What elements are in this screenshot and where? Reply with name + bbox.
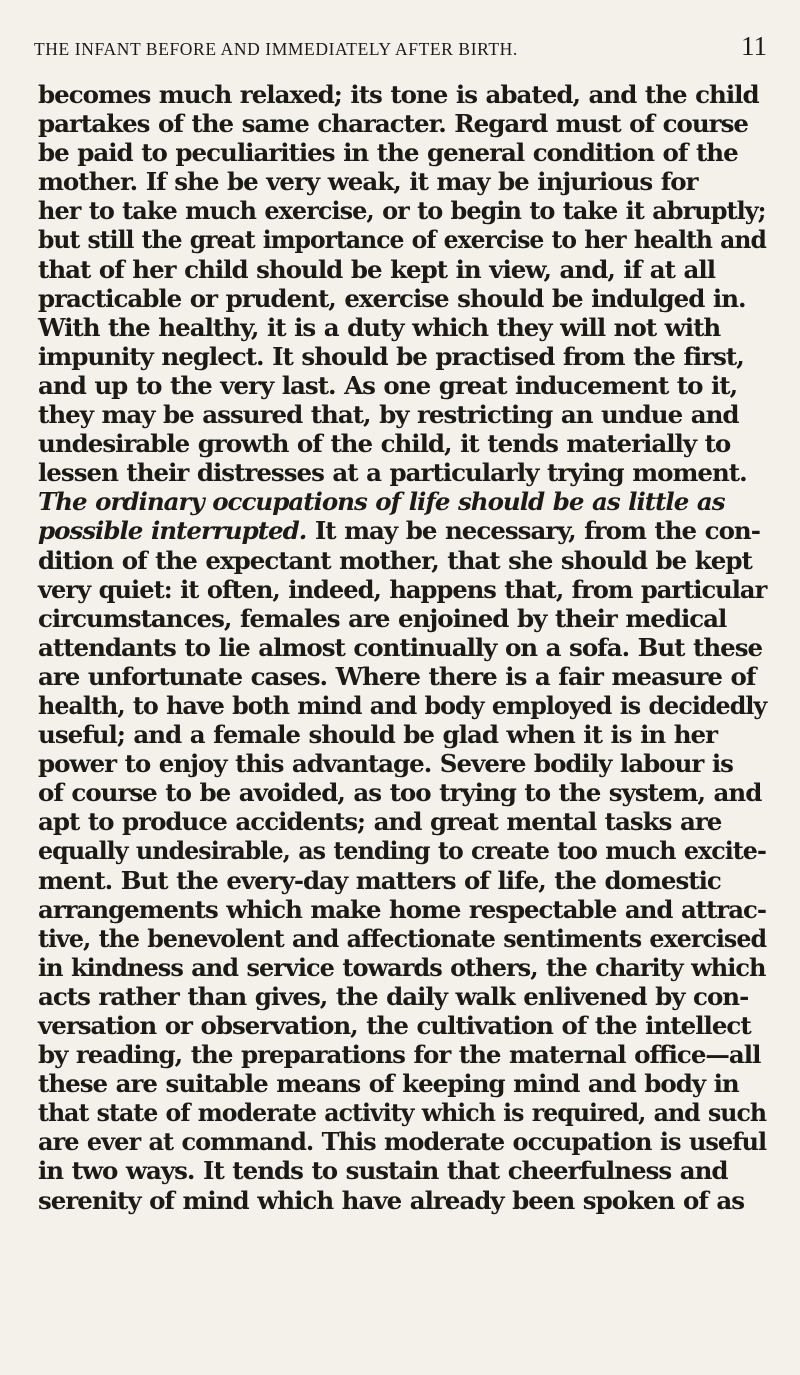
text-line: they may be assured that, by restricting an undue and bbox=[38, 400, 739, 430]
text-line: mother. If she be very weak, it may be injurious for bbox=[38, 167, 698, 197]
text-line: undesirable growth of the child, it tends materially to bbox=[38, 429, 731, 459]
running-head bbox=[34, 30, 767, 60]
body-text bbox=[38, 80, 766, 1215]
text-line: ment. But the every-day matters of life, the domestic bbox=[38, 865, 721, 895]
text-line: that state of moderate activity which is required, and such bbox=[38, 1098, 767, 1128]
text-line: lessen their distresses at a particularly trying moment. bbox=[38, 458, 747, 488]
text-line: partakes of the same character. Regard must of course bbox=[38, 109, 748, 139]
text-line: tive, the benevolent and affectionate sentiments exercised bbox=[38, 923, 767, 953]
text-line: are unfortunate cases. Where there is a fair measure of bbox=[38, 661, 756, 691]
text-line: are ever at command. This moderate occupation is useful bbox=[38, 1127, 767, 1157]
text-line: power to enjoy this advantage. Severe bodily labour is bbox=[38, 749, 733, 779]
text-line: dition of the expectant mother, that she should be kept bbox=[38, 545, 752, 575]
italic-text-line: The ordinary occupations of life should be as little as bbox=[38, 487, 725, 517]
text-line: attendants to lie almost continually on a sofa. But these bbox=[38, 632, 763, 662]
text-line: her to take much exercise, or to begin to take it abruptly; bbox=[38, 196, 766, 226]
text-line: impunity neglect. It should be practised from the first, bbox=[38, 341, 744, 371]
text-line: health, to have both mind and body employed is decidedly bbox=[38, 690, 767, 720]
page-number: 11 bbox=[741, 31, 767, 61]
text-line: apt to produce accidents; and great mental tasks are bbox=[38, 807, 722, 837]
text-line: versation or observation, the cultivation of the intellect bbox=[38, 1011, 751, 1040]
running-title: THE INFANT BEFORE AND IMMEDIATELY AFTER BIRTH. bbox=[34, 39, 518, 59]
text-line: arrangements which make home respectable and attrac- bbox=[38, 894, 767, 924]
text-line: acts rather than gives, the daily walk enlivened by con- bbox=[38, 981, 749, 1011]
italic-phrase-start: possible bbox=[38, 516, 143, 546]
text-line: and up to the very last. As one great inducement to it, bbox=[38, 370, 738, 400]
text-line: these are suitable means of keeping mind and body in bbox=[38, 1069, 739, 1099]
text-line: be paid to peculiarities in the general condition of the bbox=[38, 138, 738, 168]
text-line: very quiet: it often, indeed, happens that, from particular bbox=[38, 574, 767, 604]
text-line: in two ways. It tends to sustain that cheerfulness and bbox=[38, 1156, 728, 1186]
text-line: of course to be avoided, as too trying to the system, and bbox=[38, 778, 762, 808]
text-line: practicable or prudent, exercise should be indulged in. bbox=[38, 283, 746, 313]
text-line: serenity of mind which have already been spoken of as bbox=[38, 1185, 745, 1215]
text-line: circumstances, females are enjoined by their medical bbox=[38, 603, 727, 633]
text-line: in kindness and service towards others, the charity which bbox=[38, 952, 766, 982]
italic-phrase-end: interrupted. bbox=[150, 516, 307, 546]
text-line: useful; and a female should be glad when it is in her bbox=[38, 720, 718, 750]
text-line: but still the great importance of exercise to her health and bbox=[38, 225, 766, 255]
text-line: by reading, the preparations for the maternal office—all bbox=[38, 1040, 761, 1070]
mixed-text-line bbox=[38, 516, 766, 545]
text-line: equally undesirable, as tending to create too much excite- bbox=[38, 836, 766, 866]
roman-phrase: It may be necessary, from the con- bbox=[314, 516, 760, 546]
text-line: that of her child should be kept in view, and, if at all bbox=[38, 254, 716, 284]
text-line: becomes much relaxed; its tone is abated, and the child bbox=[38, 80, 759, 109]
text-line: With the healthy, it is a duty which they will not with bbox=[38, 312, 721, 342]
